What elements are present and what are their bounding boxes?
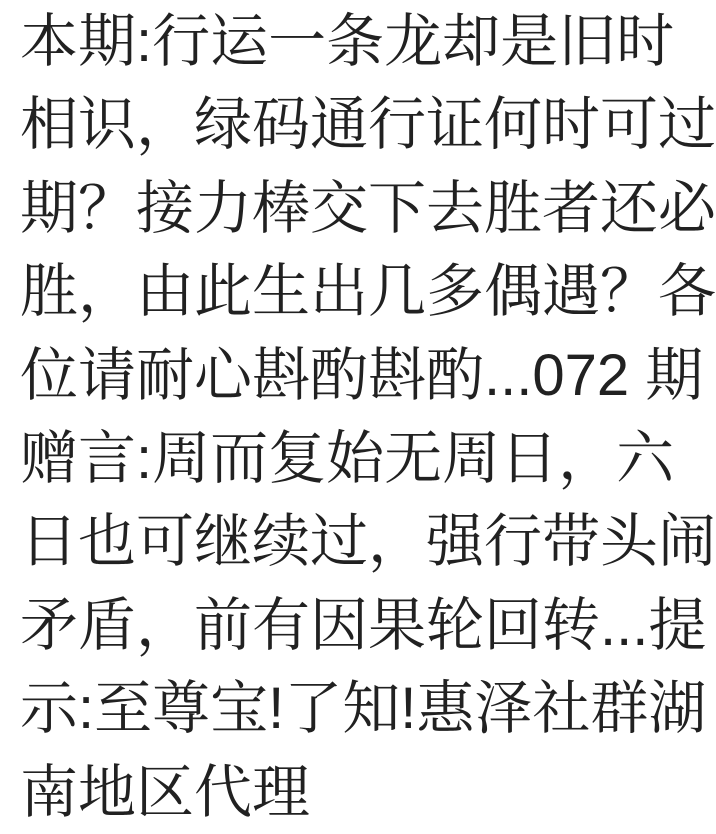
text-line: 位请耐心斟酌斟酌...072 期 <box>20 342 704 408</box>
text-line: 日也可继续过，强行带头闹 <box>20 509 716 575</box>
text-line: 矛盾，前有因果轮回转...提 <box>20 592 707 658</box>
text-line: 相识，绿码通行证何时可过 <box>20 92 716 158</box>
text-line: 期？接力棒交下去胜者还必 <box>20 175 716 241</box>
text-line: 南地区代理 <box>20 759 311 825</box>
text-line: 赠言:周而复始无周日，六 <box>20 425 675 491</box>
text-line: 示:至尊宝!了知!惠泽社群湖 <box>20 676 707 742</box>
text-line: 胜，由此生出几多偶遇？各 <box>20 259 716 325</box>
text-line: 本期:行运一条龙却是旧时 <box>20 9 675 74</box>
